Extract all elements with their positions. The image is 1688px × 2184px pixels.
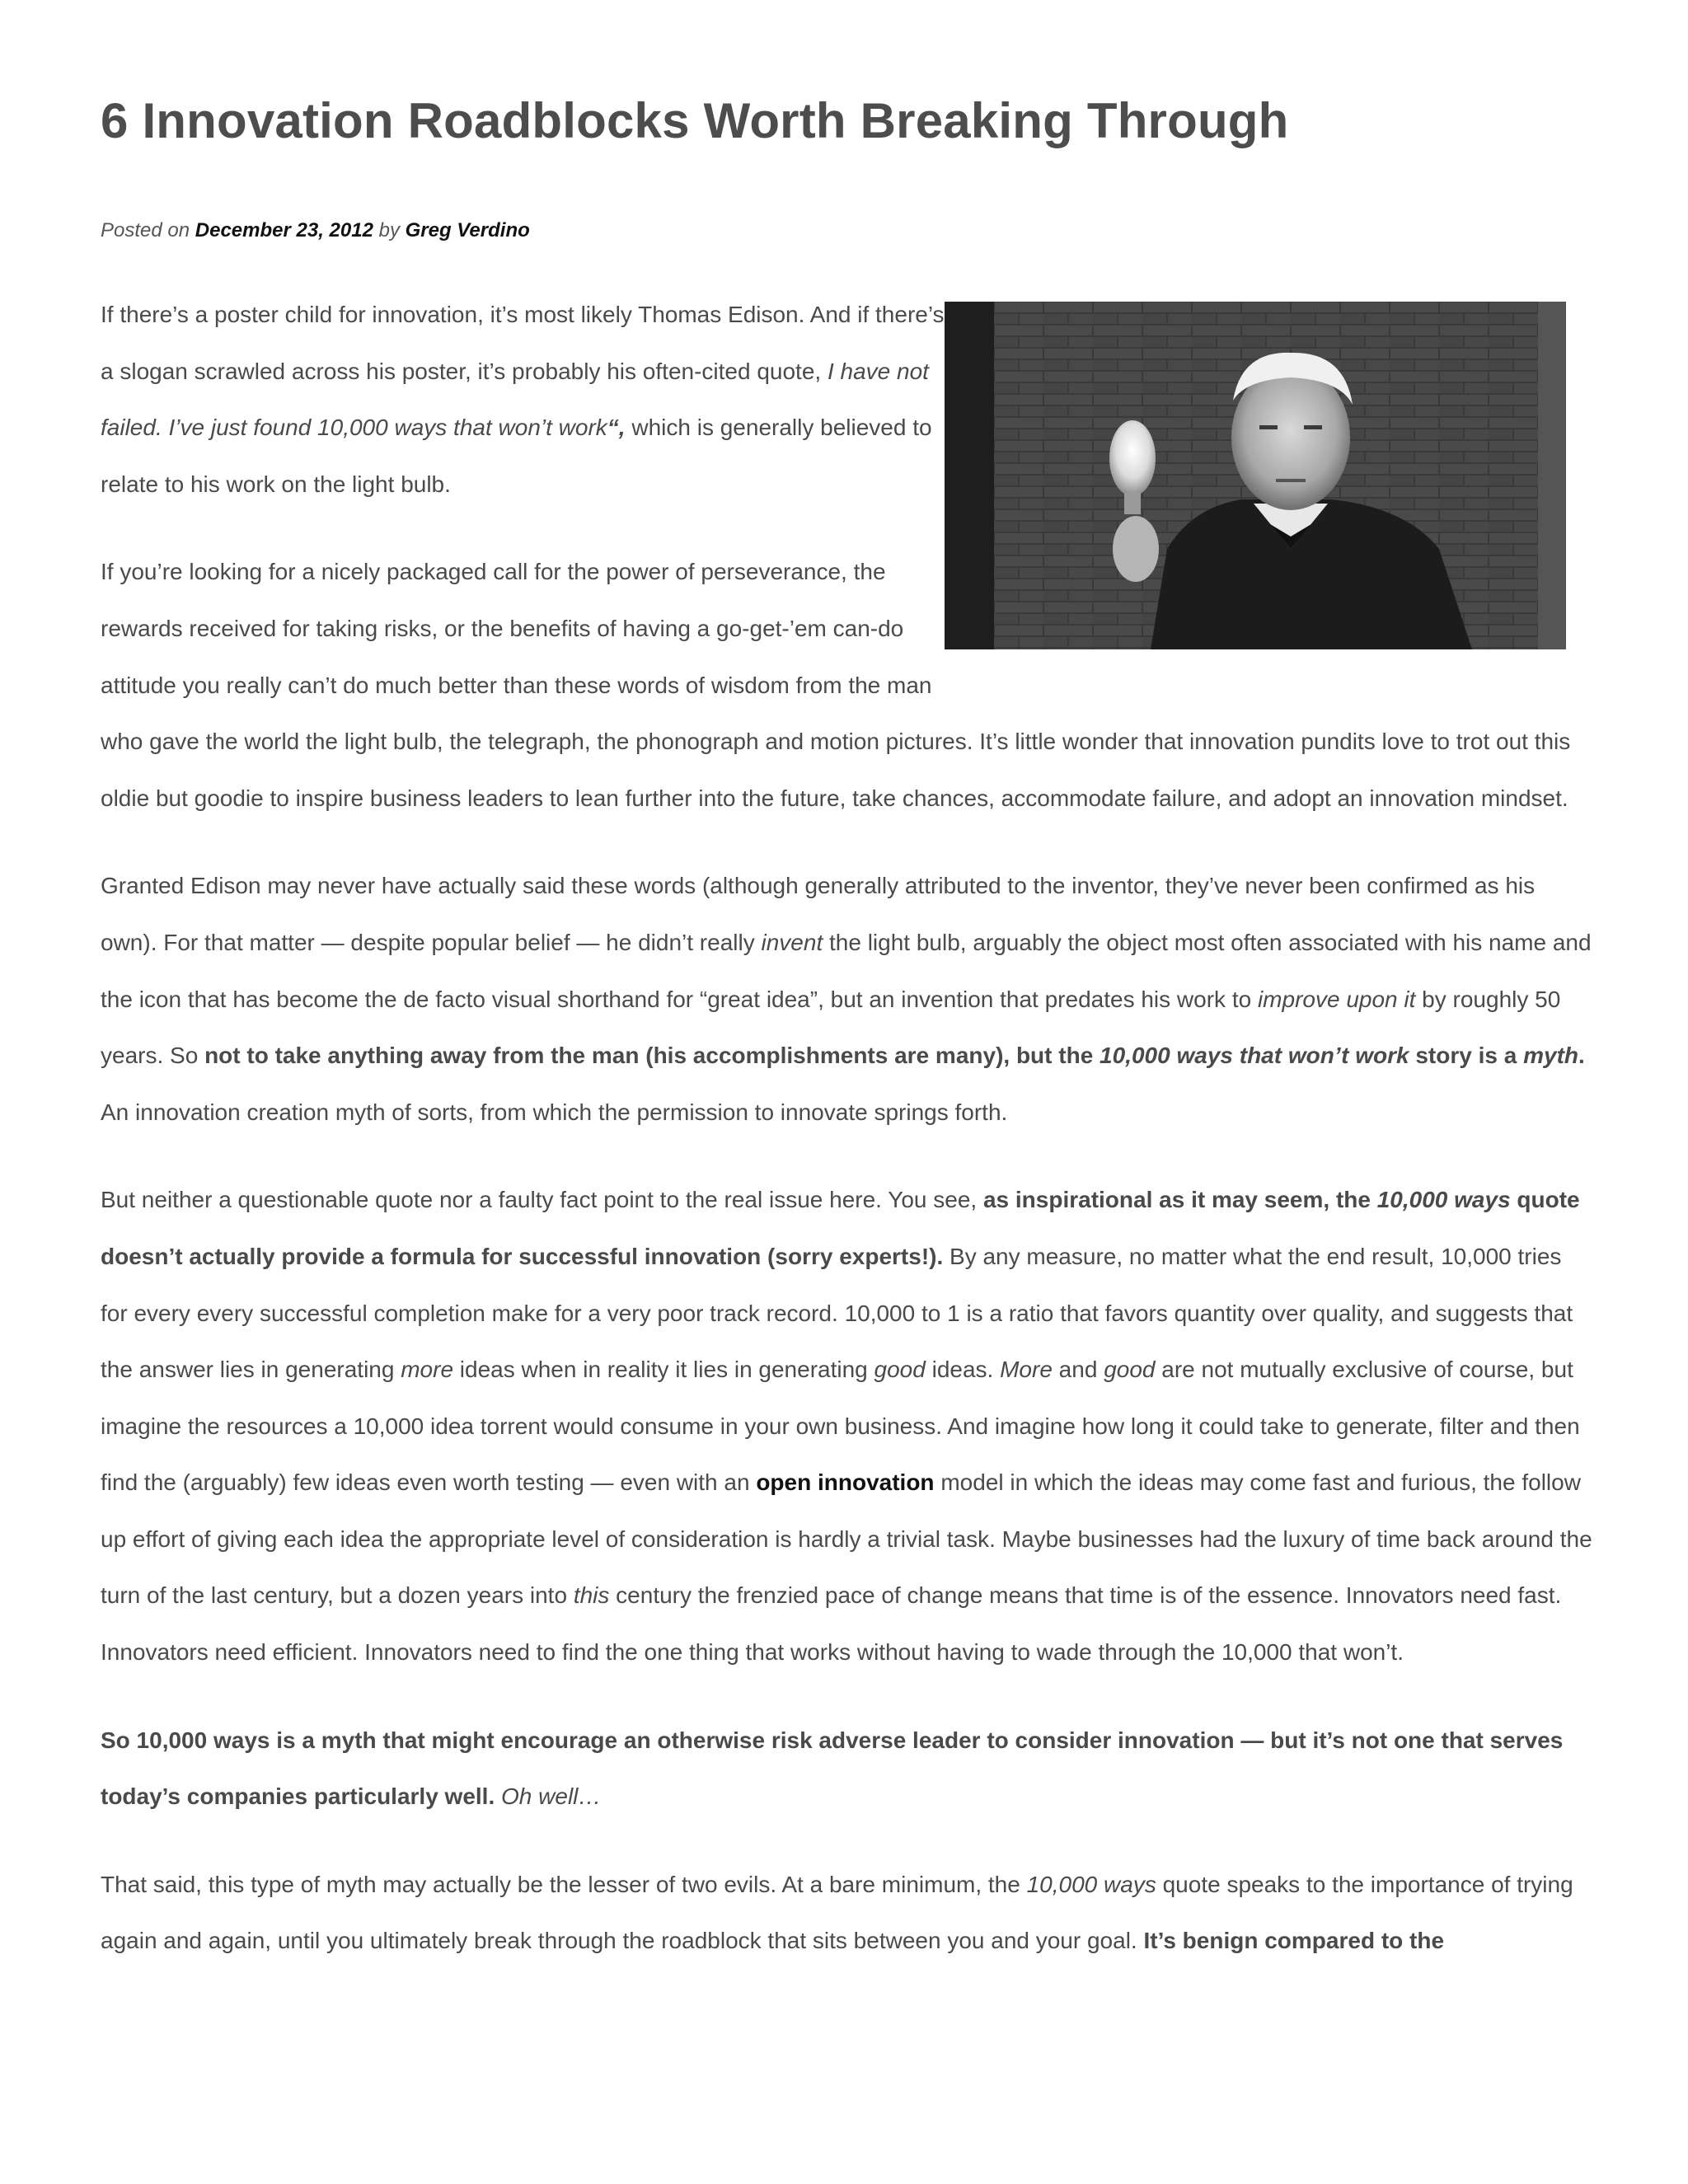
p5-bold: So 10,000 ways is a myth that might encourage an otherwise risk adverse leader to consider innovation — but it’s not one that serves today’s companies particularly well. xyxy=(101,1727,1564,1810)
p3-em-invent: invent xyxy=(761,929,823,955)
image-float-spacer xyxy=(963,287,1594,666)
p3-text-b: the light bulb, arguably the object most often associated with his name and the icon that has become the de facto visual shorthand for “great idea”, but an invention that predates his work to xyxy=(101,929,1592,1012)
p4-em-good: good xyxy=(874,1357,926,1383)
article-title: 6 Innovation Roadblocks Worth Breaking Through xyxy=(101,93,1289,148)
p3-bold-period: . xyxy=(1578,1043,1585,1069)
p1-text-a: If there’s a poster child for innovation, it’s most likely Thomas Edison. And if there’s a slogan scrawled across his poster, it’s probably his often-cited quote, xyxy=(101,302,945,384)
p4-text-g: model in which the ideas may come fast and furious, the follow up effort of giving each idea the appropriate level of consideration is hardly a trivial task. Maybe businesses had the luxury of time back around the turn of the last century, but a dozen years into xyxy=(101,1469,1592,1609)
paragraph-6 xyxy=(101,1857,1594,1970)
paragraph-5 xyxy=(101,1713,1594,1825)
p4-em-good2: good xyxy=(1104,1357,1156,1383)
posted-on-label: Posted on xyxy=(101,219,190,241)
p4-text-a: But neither a questionable quote nor a faulty fact point to the real issue here. You see, xyxy=(101,1187,983,1213)
p4-bold-em: 10,000 ways xyxy=(1376,1187,1511,1213)
quote-mark: “, xyxy=(607,415,626,441)
p4-text-c: ideas when in reality it lies in generating xyxy=(453,1357,874,1383)
open-innovation-link[interactable]: open innovation xyxy=(756,1469,935,1496)
p6-bold: It’s benign compared to the xyxy=(1143,1928,1445,1954)
p3-bold-b: story is a xyxy=(1409,1043,1524,1069)
p4-bold-a: as inspirational as it may seem, the xyxy=(982,1187,1377,1213)
p4-text-e: and xyxy=(1052,1357,1104,1383)
p3-em-improve: improve upon it xyxy=(1257,986,1416,1012)
paragraph-4 xyxy=(101,1172,1594,1680)
p3-text-a: Granted Edison may never have actually said these words (although generally attributed to the inventor, they’ve never been confirmed as his own). For that matter — despite popular belief — he didn’t really xyxy=(101,873,1536,955)
by-label: by xyxy=(378,219,400,241)
article-body xyxy=(101,287,1594,2001)
p4-text-b: By any measure, no matter what the end result, 10,000 tries for every every successful completion make for a very poor track record. 10,000 to 1 is a ratio that favors quantity over quality, and suggests that the answer lies in generating xyxy=(101,1243,1573,1383)
p4-em-more2: More xyxy=(1000,1357,1053,1383)
p6-em: 10,000 ways xyxy=(1026,1871,1156,1897)
p2-text: If you’re looking for a nicely packaged call for the power of perseverance, the rewards received for taking risks, or the benefits of having a go-get-’em can-do attitude you really can’t do much better than these words of wisdom from the man who gave the world the light bulb, the telegraph, the phonograph and motion pictures. It’s little wonder that innovation pundits love to trot out this oldie but goodie to inspire business leaders to lean further into the future, take chances, accommodate failure, and adopt an innovation mindset. xyxy=(101,559,1571,811)
p6-text-a: That said, this type of myth may actually be the lesser of two evils. At a bare minimum, the xyxy=(101,1871,1027,1897)
p3-bold-em: 10,000 ways that won’t work xyxy=(1100,1043,1409,1069)
p4-text-d: ideas. xyxy=(925,1357,1001,1383)
p3-bold-myth: myth xyxy=(1523,1043,1578,1069)
author-link[interactable]: Greg Verdino xyxy=(405,219,530,241)
p4-em-this: this xyxy=(573,1582,610,1609)
p5-em: Oh well… xyxy=(495,1783,602,1810)
post-meta xyxy=(101,219,530,242)
p4-bold-b: quote doesn’t actually provide a formula for successful innovation (sorry experts!). xyxy=(101,1187,1580,1269)
p4-em-more: more xyxy=(401,1357,454,1383)
p1-text-b: which is generally believed to relate to his work on the light bulb. xyxy=(101,415,932,497)
p3-text-c: by roughly 50 years. So xyxy=(101,986,1561,1069)
p3-text-d: An innovation creation myth of sorts, from which the permission to innovate springs forth. xyxy=(101,1099,1008,1125)
post-date-link[interactable]: December 23, 2012 xyxy=(195,219,373,241)
p3-bold-a: not to take anything away from the man (his accomplishments are many), but the xyxy=(204,1043,1100,1069)
p4-text-f: are not mutually exclusive of course, but imagine the resources a 10,000 idea torrent would consume in your own business. And imagine how long it could take to generate, filter and then find the (arguably) few ideas even worth testing — even with an xyxy=(101,1357,1580,1496)
p4-text-h: century the frenzied pace of change means that time is of the essence. Innovators need fast. Innovators need efficient. Innovators need to find the one thing that works without having to wade through the 10,000 that won’t. xyxy=(101,1582,1562,1666)
paragraph-1 xyxy=(101,287,1594,513)
edison-quote: I have not failed. I’ve just found 10,000 ways that won’t work xyxy=(101,358,929,441)
p6-text-b: quote speaks to the importance of trying again and again, until you ultimately break through the roadblock that sits between you and your goal. xyxy=(101,1871,1573,1954)
paragraph-3 xyxy=(101,858,1594,1141)
